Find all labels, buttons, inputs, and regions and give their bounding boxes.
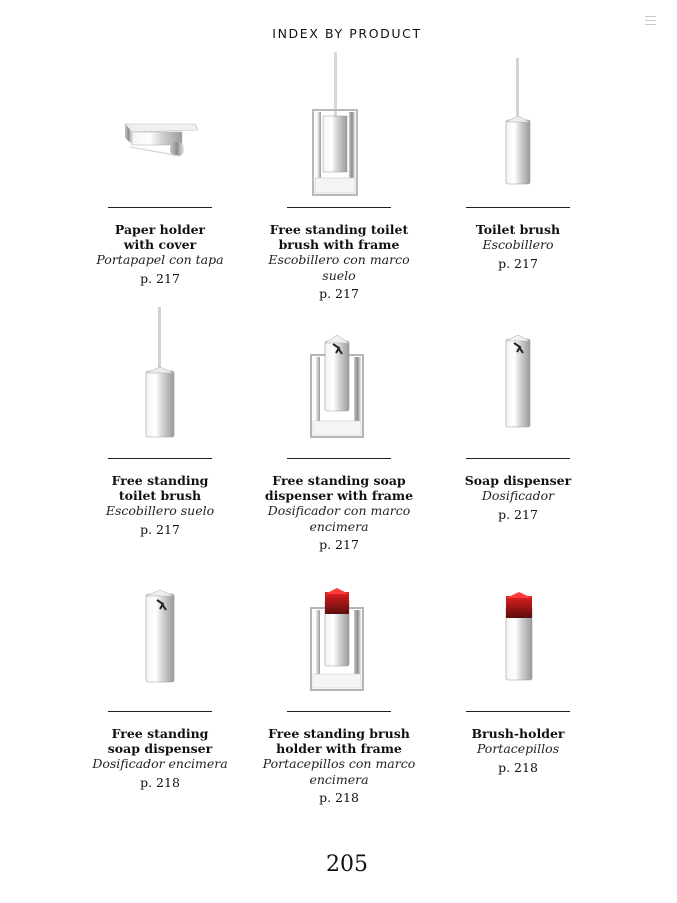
product-name-line: soap dispenser xyxy=(107,741,213,756)
product-name xyxy=(428,222,608,237)
divider xyxy=(287,458,391,459)
product-spanish-name-line: Escobillero xyxy=(482,237,554,252)
divider xyxy=(108,458,212,459)
product-caption xyxy=(249,473,429,553)
product-name-line: with cover xyxy=(123,237,197,252)
product-page-ref[interactable]: p. 217 xyxy=(498,255,538,271)
product-name-line: Paper holder xyxy=(114,222,206,237)
product-name xyxy=(249,473,429,503)
product-spanish-name-line: encimera xyxy=(309,771,369,787)
divider xyxy=(108,207,212,208)
product-name xyxy=(70,473,250,503)
product-spanish-name xyxy=(249,503,429,534)
product-name xyxy=(249,726,429,756)
product-caption xyxy=(428,222,608,272)
divider xyxy=(287,207,391,208)
product-page-ref[interactable]: p. 218 xyxy=(319,790,359,805)
product-name-line: Free standing toilet xyxy=(269,222,409,237)
divider xyxy=(466,458,570,459)
page-title: INDEX BY PRODUCT xyxy=(272,26,422,41)
product-spanish-name-line: Portacepillos con marco xyxy=(262,756,416,771)
product-spanish-name xyxy=(70,252,250,268)
product-spanish-name-line: Dosificador con marco xyxy=(267,503,411,518)
product-name xyxy=(70,222,250,252)
product-name-line: dispenser with frame xyxy=(264,488,414,503)
divider xyxy=(287,711,391,712)
product-image[interactable] xyxy=(70,303,250,463)
product-name xyxy=(428,726,608,741)
product-caption xyxy=(249,726,429,806)
product-spanish-name-line: Dosificador xyxy=(481,488,555,503)
product-name-line: Free standing xyxy=(111,473,209,488)
product-spanish-name-line: Dosificador encimera xyxy=(92,756,228,771)
product-spanish-name xyxy=(428,488,608,504)
product-caption xyxy=(70,222,250,287)
product-spanish-name xyxy=(428,237,608,253)
product-name-line: toilet brush xyxy=(118,488,202,503)
product-page-ref[interactable]: p. 217 xyxy=(319,537,359,552)
product-page-ref[interactable]: p. 217 xyxy=(498,506,538,522)
product-page-ref[interactable]: p. 218 xyxy=(498,759,538,775)
product-image[interactable] xyxy=(249,303,429,463)
divider xyxy=(108,711,212,712)
product-image[interactable] xyxy=(428,556,608,716)
product-image[interactable] xyxy=(70,556,250,716)
product-name-line: holder with frame xyxy=(276,741,402,756)
product-caption xyxy=(70,473,250,538)
product-spanish-name xyxy=(70,756,250,772)
product-spanish-name-line: Escobillero con marco xyxy=(268,252,410,267)
product-spanish-name-line: Escobillero suelo xyxy=(105,503,215,518)
product-page-ref[interactable]: p. 218 xyxy=(140,774,180,790)
product-name-line: Free standing xyxy=(111,726,209,741)
product-caption xyxy=(70,726,250,791)
product-caption xyxy=(428,473,608,523)
product-image[interactable] xyxy=(249,556,429,716)
product-spanish-name xyxy=(249,252,429,283)
product-page-ref[interactable]: p. 217 xyxy=(140,521,180,537)
product-spanish-name xyxy=(249,756,429,787)
product-spanish-name-line: Portapapel con tapa xyxy=(96,252,224,267)
product-name-line: Free standing brush xyxy=(268,726,410,741)
product-name xyxy=(249,222,429,252)
product-image[interactable] xyxy=(428,303,608,463)
product-image[interactable] xyxy=(249,52,429,212)
product-image[interactable] xyxy=(70,52,250,212)
product-page-ref[interactable]: p. 217 xyxy=(319,286,359,301)
product-spanish-name-line: suelo xyxy=(322,267,356,283)
product-caption xyxy=(249,222,429,302)
divider xyxy=(466,207,570,208)
product-name-line: Free standing soap xyxy=(272,473,406,488)
product-name-line: brush with frame xyxy=(278,237,400,252)
page-number: 205 xyxy=(326,852,368,877)
product-spanish-name xyxy=(428,741,608,757)
product-spanish-name-line: Portacepillos xyxy=(476,741,560,756)
product-name-line: Soap dispenser xyxy=(464,473,572,488)
product-name-line: Toilet brush xyxy=(475,222,561,237)
product-spanish-name-line: encimera xyxy=(309,518,369,534)
product-image[interactable] xyxy=(428,52,608,212)
product-name xyxy=(70,726,250,756)
divider xyxy=(466,711,570,712)
product-name-line: Brush-holder xyxy=(471,726,565,741)
product-page-ref[interactable]: p. 217 xyxy=(140,270,180,286)
product-spanish-name xyxy=(70,503,250,519)
product-name xyxy=(428,473,608,488)
product-caption xyxy=(428,726,608,776)
